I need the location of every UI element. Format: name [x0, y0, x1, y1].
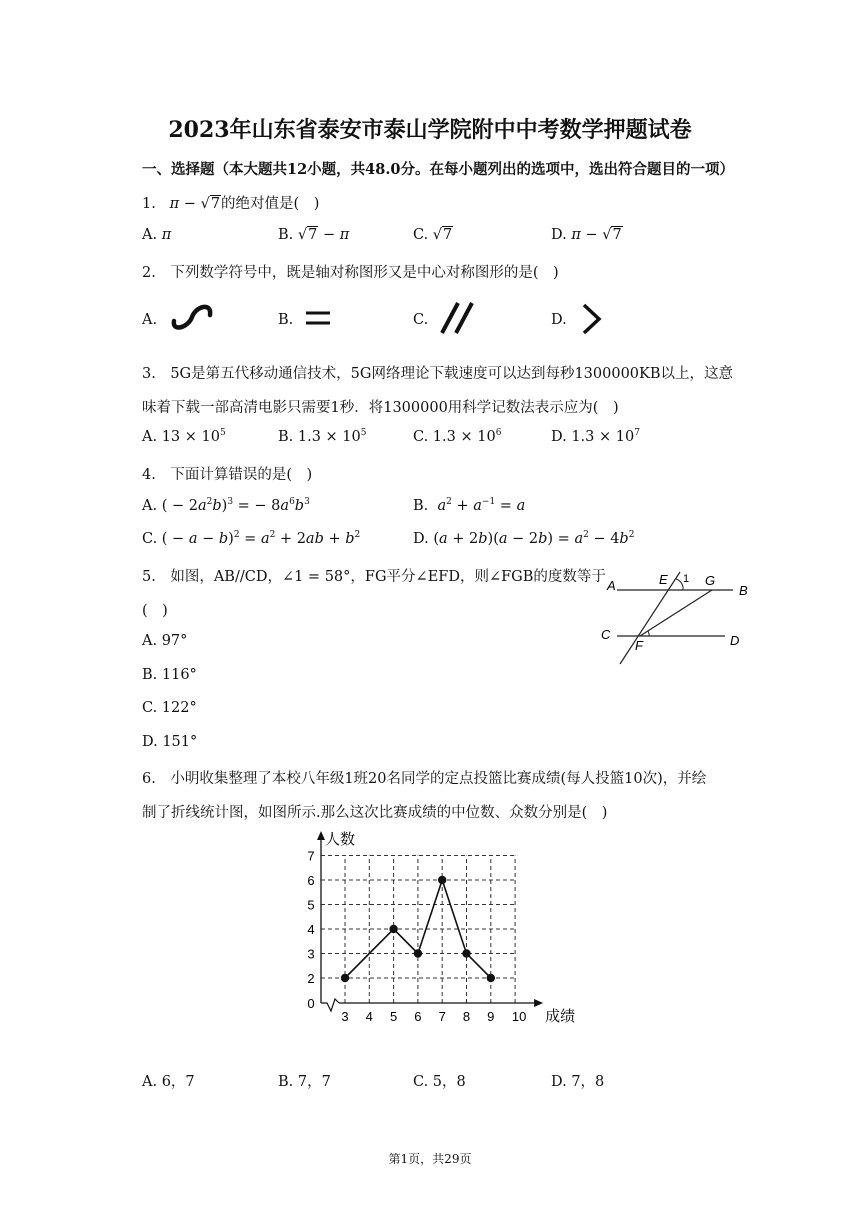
q2-option-a[interactable]: A. — [142, 312, 158, 328]
greater-than-symbol — [578, 302, 606, 336]
x-axis-arrow — [534, 999, 543, 1007]
q3-option-a[interactable]: A. $13 \times 10^5$ — [142, 428, 226, 445]
label-d: D — [730, 633, 740, 648]
q1-option-c[interactable]: C. √7 — [413, 227, 453, 243]
q3-option-b[interactable]: B. $1.3 \times 10^5$ — [278, 428, 367, 445]
label-f: F — [635, 638, 643, 653]
data-point-3 — [341, 974, 349, 982]
x-tick-3: 3 — [341, 1009, 349, 1024]
q4-option-c[interactable]: C. ( − $a - b)^2 = a^2 + 2ab + b^2$ — [142, 530, 361, 547]
question-2-stem: 2. 下列数学符号中，既是轴对称图形又是中心对称图形的是( ) — [142, 265, 559, 281]
y-tick-2: 2 — [307, 971, 315, 986]
data-point-9 — [487, 974, 495, 982]
y-tick-7: 7 — [307, 848, 315, 864]
label-a: A — [607, 578, 616, 593]
line-chart — [290, 825, 576, 1035]
page-footer: 第1页，共29页 — [388, 1152, 472, 1166]
q2-option-d[interactable]: D. — [551, 312, 567, 328]
q6-option-d[interactable]: D. 7，8 — [551, 1074, 605, 1090]
q4-option-d[interactable]: D. $(a + 2b)(a - 2b) = a^2 - 4b^2$ — [413, 530, 635, 547]
question-5-stem: 5. 如图，AB//CD，∠1 = 58°，FG平分∠EFD，则∠FGB的度数等于 — [142, 569, 606, 585]
q3-option-c[interactable]: C. $1.3 \times 10^6$ — [413, 428, 502, 445]
question-5-paren: ( ) — [142, 603, 168, 619]
x-tick-4: 4 — [365, 1009, 373, 1024]
label-e: E — [659, 572, 668, 587]
q2-option-b[interactable]: B. — [278, 312, 294, 328]
y-axis-label: 人数 — [325, 831, 356, 848]
label-c: C — [601, 627, 611, 642]
question-6-line2: 制了折线统计图，如图所示.那么这次比赛成绩的中位数、众数分别是( ) — [142, 805, 608, 821]
data-point-7 — [438, 876, 446, 884]
data-point-6 — [414, 949, 422, 957]
question-3-line1: 3. 5G是第五代移动通信技术，5G网络理论下载速度可以达到每秒1300000KB以上，这意 — [142, 366, 734, 382]
x-tick-7: 7 — [438, 1009, 446, 1024]
y-tick-0: 0 — [307, 996, 315, 1011]
x-tick-9: 9 — [487, 1009, 495, 1024]
q6-option-c[interactable]: C. 5，8 — [413, 1074, 466, 1090]
y-axis-arrow — [317, 831, 325, 840]
x-tick-5: 5 — [389, 1009, 398, 1024]
q1-option-d[interactable]: D. π − √7 — [551, 227, 622, 243]
x-tick-6: 6 — [414, 1009, 422, 1024]
y-tick-6: 6 — [307, 873, 315, 888]
q5-option-d[interactable]: D. 151° — [142, 734, 198, 750]
y-tick-3: 3 — [307, 946, 315, 962]
question-4-stem: 4. 下面计算错误的是( ) — [142, 467, 313, 483]
data-point-5 — [389, 925, 397, 933]
label-b: B — [739, 583, 748, 598]
parallel-symbol — [438, 300, 478, 336]
q3-option-d[interactable]: D. $1.3 \times 10^7$ — [551, 428, 640, 445]
data-point-8 — [462, 949, 470, 957]
axis-break — [321, 999, 339, 1011]
equals-symbol — [304, 307, 334, 327]
x-tick-10: 10 — [511, 1009, 527, 1024]
s-curve-symbol — [170, 306, 216, 328]
q6-option-a[interactable]: A. 6，7 — [142, 1074, 195, 1090]
q6-option-b[interactable]: B. 7，7 — [278, 1074, 331, 1090]
q2-option-c[interactable]: C. — [413, 312, 429, 328]
question-3-line2: 味着下载一部高清电影只需要1秒．将1300000用科学记数法表示应为( ) — [142, 400, 619, 416]
x-axis-label: 成绩 — [545, 1008, 576, 1025]
q4-option-a[interactable]: A. ( − $2a^2b)^3$ = − $8a^6b^3$ — [142, 497, 310, 514]
question-1-stem: 1. π − √7的绝对值是( ) — [142, 196, 320, 212]
question-6-line1: 6. 小明收集整理了本校八年级1班20名同学的定点投篮比赛成绩(每人投篮10次)，并绘 — [142, 771, 707, 787]
q1-option-b[interactable]: B. √7 − π — [278, 227, 350, 243]
section-heading: 一、选择题（本大题共12小题，共48.0分。在每小题列出的选项中，选出符合题目的一项） — [142, 161, 734, 178]
x-tick-8: 8 — [462, 1009, 471, 1024]
page-title: 2023年山东省泰安市泰山学院附中中考数学押题试卷 — [168, 117, 692, 143]
q5-option-b[interactable]: B. 116° — [142, 667, 197, 683]
q5-option-c[interactable]: C. 122° — [142, 700, 197, 716]
parallel-lines-figure — [595, 565, 760, 670]
q4-option-b[interactable]: B. $a^2 + a^{-1} = a$ — [413, 497, 526, 514]
label-g: G — [705, 573, 716, 588]
q1-option-a[interactable]: A. π — [142, 227, 172, 243]
y-tick-4: 4 — [307, 922, 315, 937]
q5-option-a[interactable]: A. 97° — [142, 633, 188, 649]
y-tick-5: 5 — [307, 897, 315, 913]
label-angle-1: 1 — [683, 573, 690, 585]
